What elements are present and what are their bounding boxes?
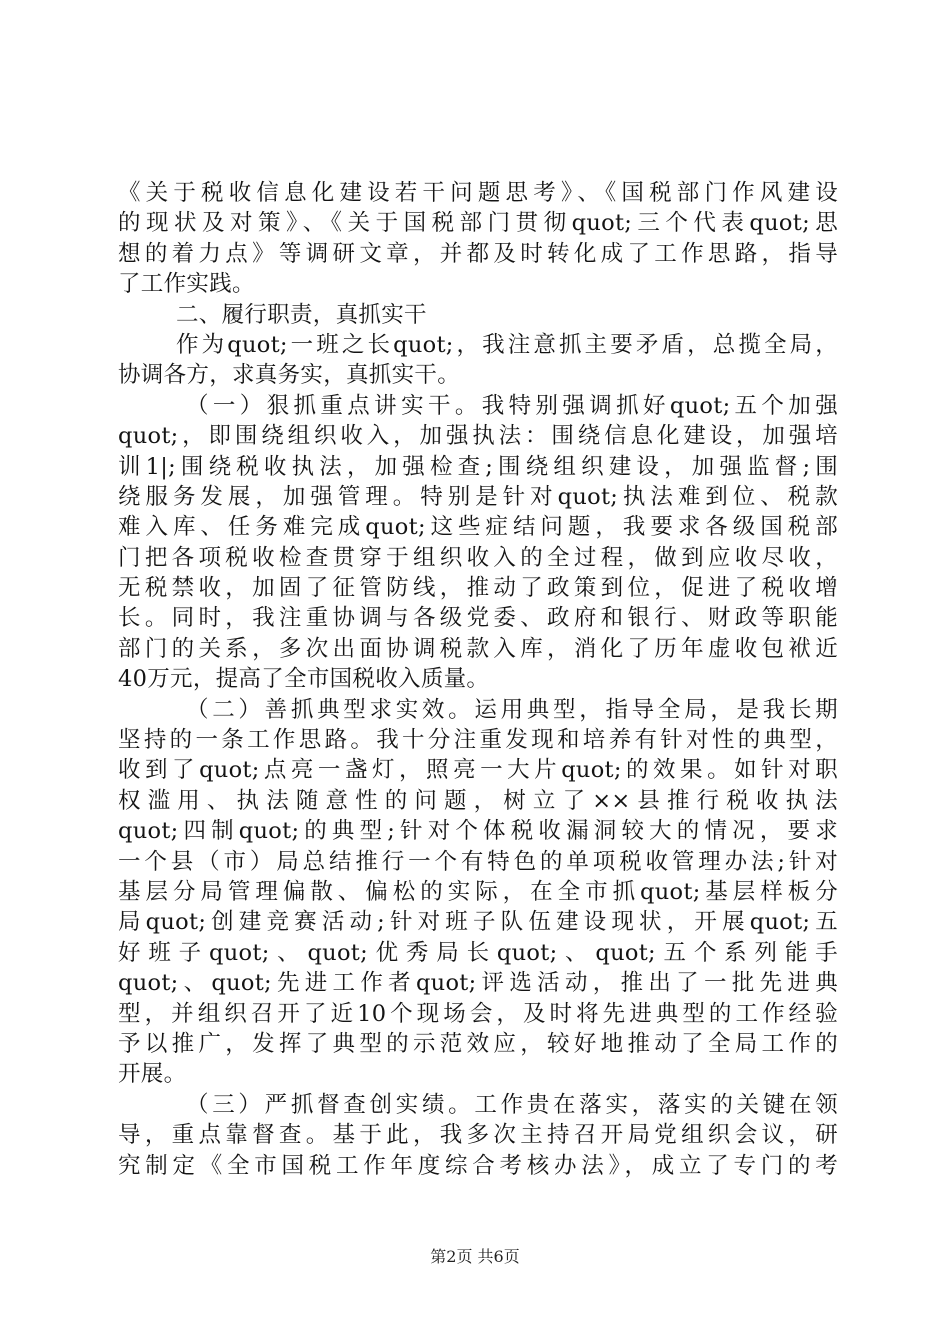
text-line: 难入库、任务难完成quot;这些症结问题，我要求各级国税部 bbox=[118, 514, 838, 541]
text-line: 训1|;围绕税收执法，加强检查;围绕组织建设，加强监督;围 bbox=[118, 453, 838, 480]
text-line: quot;、quot;先进工作者quot;评选活动，推出了一批先进典 bbox=[118, 970, 838, 997]
text-line: 作为quot;一班之长quot;，我注意抓主要矛盾，总揽全局， bbox=[176, 331, 838, 358]
text-line: quot;四制quot;的典型;针对个体税收漏洞较大的情况，要求 bbox=[118, 818, 838, 845]
text-line: 绕服务发展，加强管理。特别是针对quot;执法难到位、税款 bbox=[118, 483, 838, 510]
text-line: 部门的关系，多次出面协调税款入库，消化了历年虚收包袱近 bbox=[118, 635, 838, 662]
text-line: （一）狠抓重点讲实干。我特别强调抓好quot;五个加强 bbox=[186, 392, 838, 419]
text-line: 局quot;创建竞赛活动;针对班子队伍建设现状，开展quot;五 bbox=[118, 909, 838, 936]
document-body bbox=[118, 178, 838, 1181]
text-line: 型，并组织召开了近10个现场会，及时将先进典型的工作经验 bbox=[118, 1000, 838, 1027]
text-line: 坚持的一条工作思路。我十分注重发现和培养有针对性的典型， bbox=[118, 727, 838, 754]
text-line: 门把各项税收检查贯穿于组织收入的全过程，做到应收尽收， bbox=[118, 544, 838, 571]
text-line: 一个县（市）局总结推行一个有特色的单项税收管理办法;针对 bbox=[118, 848, 838, 875]
text-line: 了工作实践。 bbox=[118, 271, 255, 298]
text-line: 二、履行职责，真抓实干 bbox=[176, 301, 427, 328]
text-line: 究制定《全市国税工作年度综合考核办法》，成立了专门的考 bbox=[118, 1152, 838, 1179]
text-line: （二）善抓典型求实效。运用典型，指导全局，是我长期 bbox=[186, 696, 838, 723]
text-line: 无税禁收，加固了征管防线，推动了政策到位，促进了税收增 bbox=[118, 575, 838, 602]
text-line: 40万元，提高了全市国税收入质量。 bbox=[118, 666, 490, 693]
page-footer: 第2页 共6页 bbox=[430, 1247, 520, 1266]
text-line: 协调各方，求真务实，真抓实干。 bbox=[118, 362, 461, 389]
text-line: 收到了quot;点亮一盏灯，照亮一大片quot;的效果。如针对职 bbox=[118, 757, 838, 784]
text-line: 想的着力点》等调研文章，并都及时转化成了工作思路，指导 bbox=[118, 240, 838, 267]
text-line: 长。同时，我注重协调与各级党委、政府和银行、财政等职能 bbox=[118, 605, 838, 632]
text-line: 导，重点靠督查。基于此，我多次主持召开局党组织会议，研 bbox=[118, 1122, 838, 1149]
text-line: 开展。 bbox=[118, 1061, 187, 1088]
text-line: （三）严抓督查创实绩。工作贵在落实，落实的关键在领 bbox=[186, 1091, 838, 1118]
text-line: 《关于税收信息化建设若干问题思考》、《国税部门作风建设 bbox=[118, 180, 838, 206]
text-line: 予以推广，发挥了典型的示范效应，较好地推动了全局工作的 bbox=[118, 1030, 838, 1057]
text-line: quot;，即围绕组织收入，加强执法：围绕信息化建设，加强培 bbox=[118, 423, 838, 450]
text-line: 权滥用、执法随意性的问题，树立了××县推行税收执法 bbox=[118, 787, 838, 814]
text-line: 的现状及对策》、《关于国税部门贯彻quot;三个代表quot;思 bbox=[118, 210, 838, 237]
text-line: 基层分局管理偏散、偏松的实际，在全市抓quot;基层样板分 bbox=[118, 878, 838, 905]
text-line: 好班子quot;、quot;优秀局长quot;、quot;五个系列能手 bbox=[118, 939, 838, 966]
